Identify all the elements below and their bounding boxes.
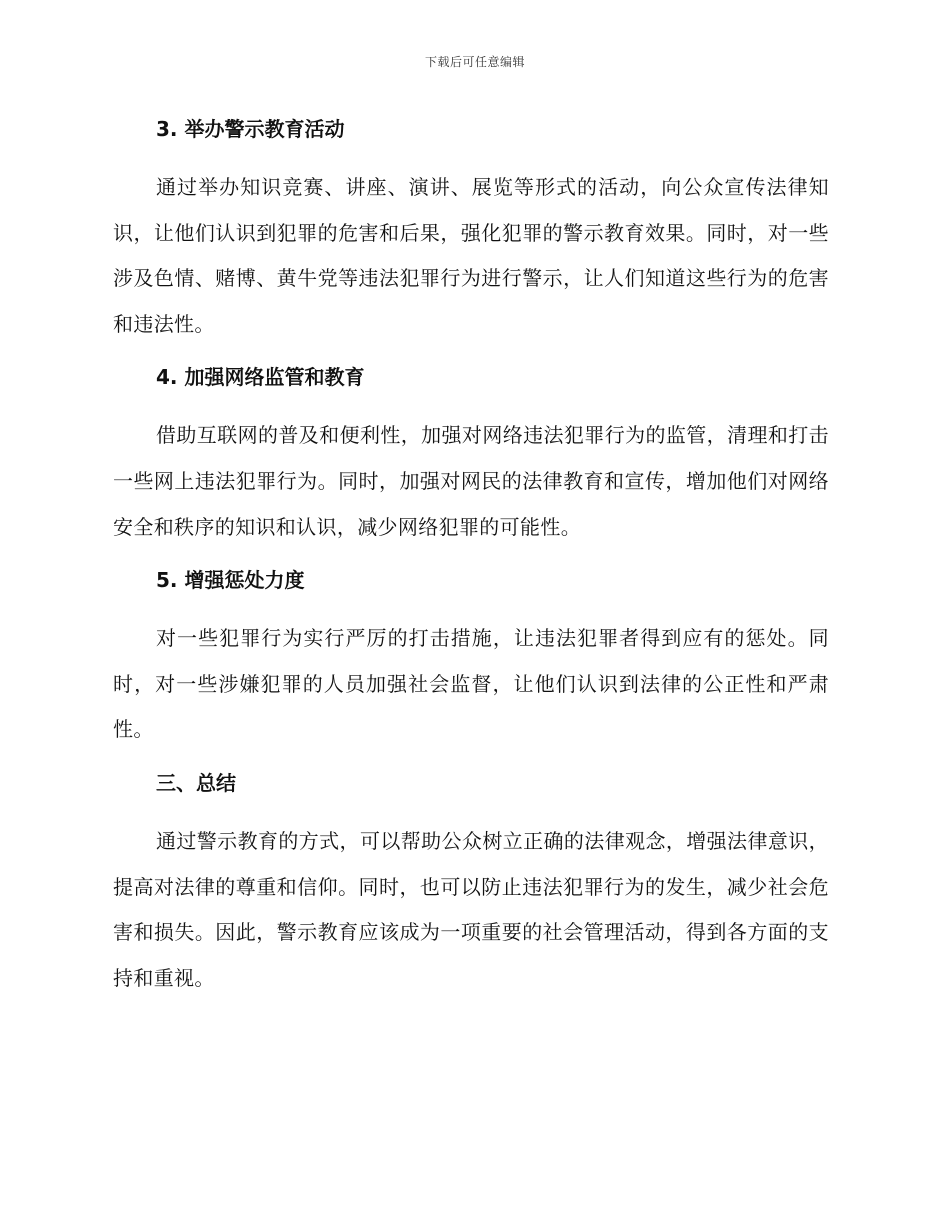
section-paragraph-3: 通过举办知识竞赛、讲座、演讲、展览等形式的活动，向公众宣传法律知识，让他们认识到犯罪的危害和后果，强化犯罪的警示教育效果。同时，对一些涉及色情、赌博、黄牛党等违法犯罪行为进行警示，让人们知道这些行为的危害和违法性。: [113, 175, 829, 336]
section-heading-3: 3. 举办警示教育活动: [156, 117, 345, 141]
section-paragraph-5: 对一些犯罪行为实行严厉的打击措施，让违法犯罪者得到应有的惩处。同时，对一些涉嫌犯罪的人员加强社会监督，让他们认识到法律的公正性和严肃性。: [113, 626, 829, 742]
section-heading-summary: 三、总结: [156, 770, 236, 795]
section-paragraph-4: 借助互联网的普及和便利性，加强对网络违法犯罪行为的监管，清理和打击一些网上违法犯罪行为。同时，加强对网民的法律教育和宣传，增加他们对网络安全和秩序的知识和认识，减少网络犯罪的可能性。: [113, 423, 829, 539]
page-header-note: 下载后可任意编辑: [424, 55, 525, 69]
document-body: [113, 112, 829, 1001]
section-paragraph-summary: 通过警示教育的方式，可以帮助公众树立正确的法律观念，增强法律意识，提高对法律的尊重和信仰。同时，也可以防止违法犯罪行为的发生，减少社会危害和损失。因此，警示教育应该成为一项重要的社会管理活动，得到各方面的支持和重视。: [113, 828, 829, 990]
section-heading-5: 5. 增强惩处力度: [156, 568, 305, 593]
section-heading-4: 4. 加强网络监管和教育: [156, 365, 365, 390]
